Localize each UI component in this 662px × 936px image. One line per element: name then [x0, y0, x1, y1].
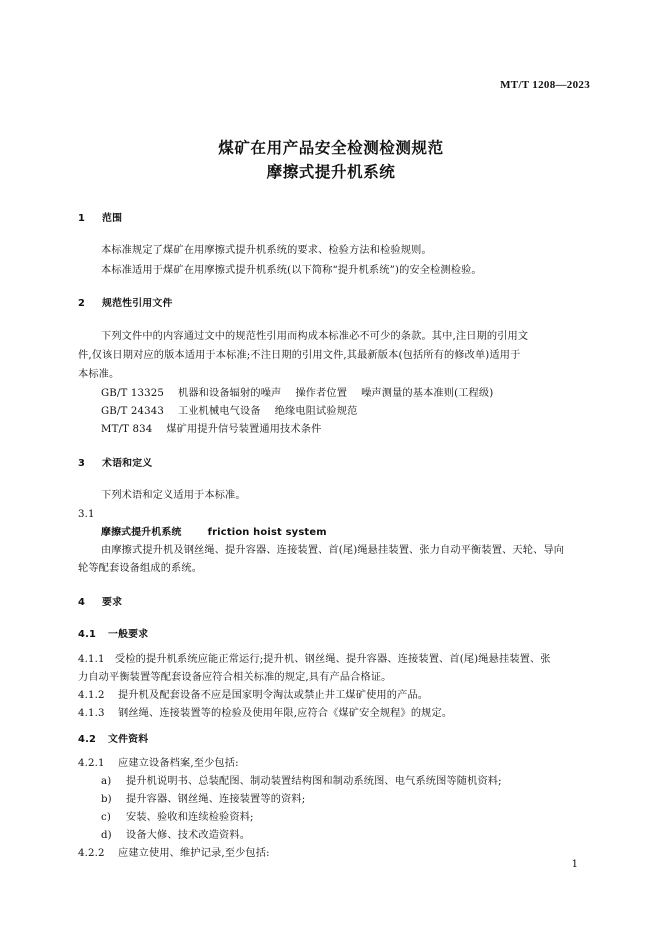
clause-number: 4.1.1 — [78, 654, 105, 665]
list-item — [101, 829, 250, 843]
subsection-number: 4.1 — [78, 629, 97, 640]
section-number: 4 — [78, 597, 86, 608]
clause-text: 提升机及配套设备不应是国家明令淘汰或禁止井工煤矿使用的产品。 — [118, 690, 429, 701]
clause-number: 4.2.2 — [78, 848, 105, 859]
clause-continuation: 力自动平衡装置等配套设备应符合相关标准的规定,具有产品合格证。 — [78, 672, 392, 683]
term-definition-line: 由摩擦式提升机及钢丝绳、提升容器、连接装置、首(尾)绳悬挂装置、张力自动平衡装置、天轮、导向 — [101, 545, 565, 556]
list-item — [101, 775, 502, 789]
title-line-2: 摩擦式提升机系统 — [266, 163, 396, 181]
document-title — [0, 136, 662, 184]
section-number: 1 — [78, 213, 86, 224]
section-title: 术语和定义 — [102, 458, 153, 469]
list-item-text: 设备大修、技术改造资料。 — [126, 830, 251, 841]
paragraph: 本标准规定了煤矿在用摩擦式提升机系统的要求、检验方法和检验规则。 — [101, 245, 432, 256]
subsection-title: 一般要求 — [108, 629, 149, 640]
list-item-label: d) — [101, 830, 112, 841]
reference-part: 操作者位置 — [295, 388, 348, 399]
normative-reference — [101, 423, 321, 437]
normative-reference — [101, 405, 357, 419]
list-item-label: a) — [101, 776, 112, 787]
list-item-text: 提升机说明书、总装配图、制动装置结构图和制动系统图、电气系统图等随机资料; — [126, 776, 502, 787]
clause-number: 4.2.1 — [78, 758, 105, 769]
clause-text: 受检的提升机系统应能正常运行;提升机、钢丝绳、提升容器、连接装置、首(尾)绳悬挂装置、张 — [115, 654, 551, 665]
term-english: friction hoist system — [207, 527, 327, 538]
section-title: 范围 — [102, 213, 123, 224]
reference-title: 工业机械电气设备 — [178, 406, 261, 417]
paragraph-line: 本标准。 — [78, 369, 120, 380]
reference-part: 绝缘电阻试验规范 — [274, 406, 358, 417]
clause-text: 应建立使用、维护记录,至少包括: — [118, 848, 270, 859]
paragraph: 下列术语和定义适用于本标准。 — [101, 490, 246, 501]
list-item — [101, 793, 305, 807]
list-item — [101, 811, 254, 825]
subsection-number: 4.2 — [78, 734, 97, 745]
term-chinese: 摩擦式提升机系统 — [101, 527, 182, 538]
clause-text: 应建立设备档案,至少包括: — [118, 758, 239, 769]
subsection-4-2-heading — [78, 733, 148, 747]
term-number: 3.1 — [78, 509, 95, 520]
clause-text: 钢丝绳、连接装置等的检验及使用年限,应符合《煤矿安全规程》的规定。 — [118, 708, 453, 719]
term-definition-line: 轮等配套设备组成的系统。 — [78, 563, 203, 574]
section-title: 要求 — [102, 597, 123, 608]
clause-4-1-3 — [78, 707, 452, 721]
list-item-label: c) — [101, 812, 111, 823]
list-item-text: 安装、验收和连续检验资料; — [126, 812, 254, 823]
term-entry — [101, 526, 327, 540]
list-item-text: 提升容器、钢丝绳、连接装置等的资料; — [126, 794, 306, 805]
clause-4-2-2 — [78, 847, 270, 861]
page-number: 1 — [571, 859, 578, 870]
clause-4-1-2 — [78, 689, 428, 703]
reference-title: 煤矿用提升信号装置通用技术条件 — [166, 424, 322, 435]
clause-4-1-1 — [78, 653, 551, 667]
section-4-heading — [78, 596, 122, 610]
section-number: 3 — [78, 458, 86, 469]
clause-number: 4.1.3 — [78, 708, 105, 719]
section-3-heading — [78, 457, 152, 471]
reference-code: GB/T 13325 — [101, 388, 164, 399]
subsection-title: 文件资料 — [108, 734, 149, 745]
clause-number: 4.1.2 — [78, 690, 105, 701]
section-title: 规范性引用文件 — [102, 298, 173, 309]
paragraph-line: 下列文件中的内容通过文中的规范性引用而构成本标准必不可少的条款。其中,注日期的引用文 — [101, 331, 529, 342]
standard-code: MT/T 1208—2023 — [500, 79, 590, 91]
section-2-heading — [78, 297, 173, 311]
reference-extra: 噪声测量的基本准则(工程级) — [361, 388, 494, 399]
section-1-heading — [78, 212, 122, 226]
reference-code: MT/T 834 — [101, 424, 153, 435]
clause-4-2-1 — [78, 757, 239, 771]
reference-title: 机器和设备辐射的噪声 — [178, 388, 282, 399]
paragraph: 本标准适用于煤矿在用摩擦式提升机系统(以下简称“提升机系统”)的安全检测检验。 — [101, 265, 482, 276]
paragraph-line: 件,仅该日期对应的版本适用于本标准;不注日期的引用文件,其最新版本(包括所有的修改单)适用于 — [78, 350, 521, 361]
section-number: 2 — [78, 298, 86, 309]
title-line-1: 煤矿在用产品安全检测检测规范 — [218, 139, 444, 157]
list-item-label: b) — [101, 794, 112, 805]
subsection-4-1-heading — [78, 628, 148, 642]
reference-code: GB/T 24343 — [101, 406, 164, 417]
normative-reference — [101, 387, 493, 401]
